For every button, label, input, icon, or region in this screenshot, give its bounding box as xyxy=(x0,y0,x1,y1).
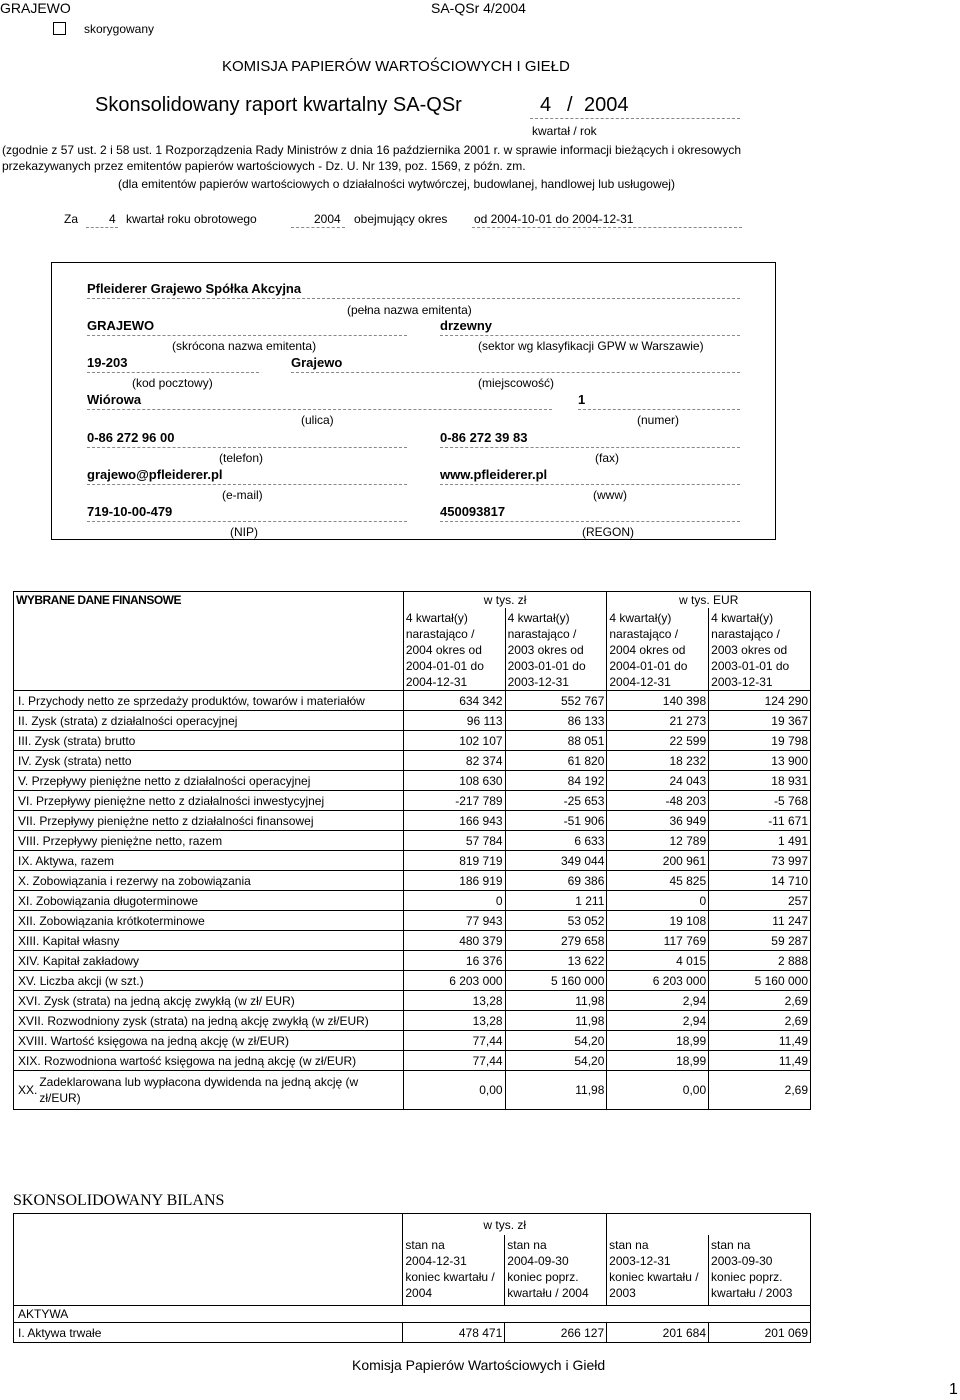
financial-row-value: 140 398 xyxy=(607,691,709,711)
financial-row-value: 61 820 xyxy=(505,751,607,771)
financial-row-value: 19 798 xyxy=(709,731,811,751)
financial-row-value: 552 767 xyxy=(505,691,607,711)
period-range: od 2004-10-01 do 2004-12-31 xyxy=(474,212,634,226)
financial-row-value: 819 719 xyxy=(403,851,505,871)
financial-title: WYBRANE DANE FINANSOWE xyxy=(16,593,181,607)
emitent-phone: 0-86 272 96 00 xyxy=(87,430,407,448)
financial-row-value: 18 232 xyxy=(607,751,709,771)
financial-row xyxy=(14,811,811,831)
financial-col-header: 4 kwartał(y) narastająco / 2003 okres od 2003-01-01 do 2003-12-31 xyxy=(709,608,811,691)
financial-row xyxy=(14,911,811,931)
financial-row-value: -5 768 xyxy=(709,791,811,811)
financial-row-value: 86 133 xyxy=(505,711,607,731)
financial-row-value: 57 784 xyxy=(403,831,505,851)
emitent-full-name-caption: (pełna nazwa emitenta) xyxy=(347,303,472,317)
financial-title-cell xyxy=(14,592,404,609)
period-za: Za xyxy=(64,212,79,226)
corrected-checkbox[interactable] xyxy=(53,22,66,35)
financial-row-value: 13 622 xyxy=(505,951,607,971)
financial-row-value: 257 xyxy=(709,891,811,911)
financial-row-value: 77,44 xyxy=(403,1031,505,1051)
financial-row-value: 73 997 xyxy=(709,851,811,871)
emitent-street-caption: (ulica) xyxy=(301,413,334,427)
bilans-row-value: 266 127 xyxy=(505,1323,607,1343)
bilans-header-blank xyxy=(14,1235,403,1306)
financial-row-value: 11 247 xyxy=(709,911,811,931)
financial-row-value: 349 044 xyxy=(505,851,607,871)
financial-row-value: 634 342 xyxy=(403,691,505,711)
dividend-label xyxy=(18,1074,358,1106)
financial-row xyxy=(14,771,811,791)
financial-row-value: 22 599 xyxy=(607,731,709,751)
bilans-units-blank xyxy=(14,1214,403,1236)
komisja-title: KOMISJA PAPIERÓW WARTOŚCIOWYCH I GIEŁD xyxy=(222,58,570,75)
financial-row-label: I. Przychody netto ze sprzedaży produktów, towarów i materiałów xyxy=(14,691,404,711)
page-number: 1 xyxy=(949,1381,958,1398)
financial-row-value: 12 789 xyxy=(607,831,709,851)
financial-row-value: 69 386 xyxy=(505,871,607,891)
period-text-2: obejmujący okres xyxy=(354,212,448,226)
financial-row-value: 5 160 000 xyxy=(505,971,607,991)
financial-row xyxy=(14,971,811,991)
financial-row-label: II. Zysk (strata) z działalności operacyjnej xyxy=(14,711,404,731)
financial-row-label: XIII. Kapitał własny xyxy=(14,931,404,951)
financial-row-value: -51 906 xyxy=(505,811,607,831)
emitent-email: grajewo@pfleiderer.pl xyxy=(87,467,407,485)
financial-row-value: 18,99 xyxy=(607,1051,709,1071)
emitent-street: Wiórowa xyxy=(87,392,552,410)
financial-row-value: 4 015 xyxy=(607,951,709,971)
financial-row-value: 2 888 xyxy=(709,951,811,971)
financial-units-row xyxy=(14,592,811,609)
period-quarter: 4 xyxy=(109,212,116,226)
financial-rows xyxy=(14,691,811,1071)
financial-row xyxy=(14,751,811,771)
corrected-label: skorygowany xyxy=(84,22,155,36)
financial-table xyxy=(13,591,811,1110)
financial-row xyxy=(14,791,811,811)
financial-row-value: 19 367 xyxy=(709,711,811,731)
period-text-1: kwartał roku obrotowego xyxy=(126,212,257,226)
financial-row-value: 82 374 xyxy=(403,751,505,771)
financial-col-header: 4 kwartał(y) narastająco / 2003 okres od 2003-01-01 do 2003-12-31 xyxy=(505,608,607,691)
bilans-row xyxy=(14,1323,811,1343)
financial-row-value: 6 203 000 xyxy=(607,971,709,991)
header-center: SA-QSr 4/2004 xyxy=(431,0,526,16)
financial-row-label: IX. Aktywa, razem xyxy=(14,851,404,871)
bilans-col-header: stan na 2004-09-30 koniec poprz. kwartału / 2004 xyxy=(505,1235,607,1306)
period-year: 2004 xyxy=(314,212,341,226)
financial-row-label: VI. Przepływy pieniężne netto z działalności inwestycyjnej xyxy=(14,791,404,811)
dividend-prefix: XX. xyxy=(18,1083,38,1097)
financial-row-value: 6 203 000 xyxy=(403,971,505,991)
quarter-year-field xyxy=(530,94,740,119)
bilans-col-header: stan na 2004-12-31 koniec kwartału / 2004 xyxy=(403,1235,505,1306)
emitent-sector-caption: (sektor wg klasyfikacji GPW w Warszawie) xyxy=(478,339,704,353)
financial-row-value: 2,94 xyxy=(607,991,709,1011)
quarter-year-caption: kwartał / rok xyxy=(532,124,597,138)
financial-row-value: 6 633 xyxy=(505,831,607,851)
financial-row-value: 13,28 xyxy=(403,1011,505,1031)
legal-basis-line-2: przekazywanych przez emitentów papierów wartościowych - Dz. U. Nr 139, poz. 1569, z późn. zm. xyxy=(2,159,526,173)
financial-row-label: XV. Liczba akcji (w szt.) xyxy=(14,971,404,991)
dividend-value: 0,00 xyxy=(403,1071,505,1110)
financial-row-value: 16 376 xyxy=(403,951,505,971)
financial-row-label: XIV. Kapitał zakładowy xyxy=(14,951,404,971)
emitent-city-caption: (miejscowość) xyxy=(478,376,555,390)
bilans-table xyxy=(13,1213,811,1343)
financial-row-value: -217 789 xyxy=(403,791,505,811)
emitent-email-caption: (e-mail) xyxy=(222,488,263,502)
financial-row-value: 1 211 xyxy=(505,891,607,911)
financial-row xyxy=(14,931,811,951)
emitent-nip-caption: (NIP) xyxy=(230,525,258,539)
emitent-regon-caption: (REGON) xyxy=(582,525,634,539)
financial-row-value: 53 052 xyxy=(505,911,607,931)
dividend-value: 0,00 xyxy=(607,1071,709,1110)
bilans-row-value: 201 069 xyxy=(709,1323,811,1343)
dividend-value: 2,69 xyxy=(709,1071,811,1110)
emitent-regon: 450093817 xyxy=(440,504,740,522)
financial-row-label: X. Zobowiązania i rezerwy na zobowiązania xyxy=(14,871,404,891)
dividend-value: 11,98 xyxy=(505,1071,607,1110)
emitent-fax-caption: (fax) xyxy=(595,451,619,465)
financial-row xyxy=(14,951,811,971)
financial-row-value: 54,20 xyxy=(505,1031,607,1051)
financial-row-value: 77,44 xyxy=(403,1051,505,1071)
bilans-units-row xyxy=(14,1214,811,1236)
financial-row-value: 13 900 xyxy=(709,751,811,771)
financial-row-value: -48 203 xyxy=(607,791,709,811)
bilans-col-header: stan na 2003-09-30 koniec poprz. kwartału / 2003 xyxy=(709,1235,811,1306)
emitent-number: 1 xyxy=(578,392,740,410)
dividend-text: Zadeklarowana lub wypłacona dywidenda na jedną akcję (w zł/EUR) xyxy=(39,1075,359,1105)
financial-row-value: 54,20 xyxy=(505,1051,607,1071)
financial-row-value: 166 943 xyxy=(403,811,505,831)
emitent-postal-code-caption: (kod pocztowy) xyxy=(132,376,213,390)
bilans-title: SKONSOLIDOWANY BILANS xyxy=(13,1192,225,1209)
header-left: GRAJEWO xyxy=(0,0,71,16)
financial-row-value: 11,49 xyxy=(709,1051,811,1071)
emitent-www: www.pfleiderer.pl xyxy=(440,467,740,485)
financial-row-value: 84 192 xyxy=(505,771,607,791)
financial-row xyxy=(14,711,811,731)
financial-row xyxy=(14,831,811,851)
financial-row xyxy=(14,1051,811,1071)
financial-row-value: 96 113 xyxy=(403,711,505,731)
emitent-sector: drzewny xyxy=(440,318,740,336)
financial-row-value: 77 943 xyxy=(403,911,505,931)
financial-row-label: XIX. Rozwodniona wartość księgowa na jedną akcję (w zł/EUR) xyxy=(14,1051,404,1071)
page-footer: Komisja Papierów Wartościowych i Giełd xyxy=(352,1357,606,1373)
financial-row-value: 18 931 xyxy=(709,771,811,791)
financial-row xyxy=(14,851,811,871)
financial-header-row xyxy=(14,608,811,691)
financial-row-value: 11,49 xyxy=(709,1031,811,1051)
financial-row xyxy=(14,891,811,911)
financial-row-value: 88 051 xyxy=(505,731,607,751)
emitent-short-name-caption: (skrócona nazwa emitenta) xyxy=(172,339,317,353)
bilans-row-value: 201 684 xyxy=(607,1323,709,1343)
bilans-unit: w tys. zł xyxy=(403,1214,607,1236)
financial-row-value: 117 769 xyxy=(607,931,709,951)
financial-row-value: 11,98 xyxy=(505,991,607,1011)
financial-row xyxy=(14,691,811,711)
emitent-fax: 0-86 272 39 83 xyxy=(440,430,740,448)
report-quarter: 4 xyxy=(540,94,552,116)
financial-row-value: 45 825 xyxy=(607,871,709,891)
financial-row-value: 102 107 xyxy=(403,731,505,751)
financial-row-value: 0 xyxy=(607,891,709,911)
financial-row-label: XVII. Rozwodniony zysk (strata) na jedną akcję zwykłą (w zł/EUR) xyxy=(14,1011,404,1031)
report-year: 2004 xyxy=(584,94,629,116)
emitent-full-name: Pfleiderer Grajewo Spółka Akcyjna xyxy=(87,281,740,299)
financial-row-value: 108 630 xyxy=(403,771,505,791)
financial-row-label: IV. Zysk (strata) netto xyxy=(14,751,404,771)
report-title: Skonsolidowany raport kwartalny SA-QSr xyxy=(95,94,462,116)
financial-row-value: 11,98 xyxy=(505,1011,607,1031)
emitent-postal-code: 19-203 xyxy=(87,355,259,373)
financial-row-value: 480 379 xyxy=(403,931,505,951)
financial-row-value: -11 671 xyxy=(709,811,811,831)
financial-row xyxy=(14,731,811,751)
financial-row-label: III. Zysk (strata) brutto xyxy=(14,731,404,751)
emitent-phone-caption: (telefon) xyxy=(219,451,264,465)
financial-row-value: 14 710 xyxy=(709,871,811,891)
unit-eur: w tys. EUR xyxy=(607,592,811,609)
bilans-header-row xyxy=(14,1235,811,1306)
financial-col-header: 4 kwartał(y) narastająco / 2004 okres od 2004-01-01 do 2004-12-31 xyxy=(607,608,709,691)
emitent-number-caption: (numer) xyxy=(637,413,680,427)
financial-row-dividend xyxy=(14,1071,811,1110)
financial-row-label: XII. Zobowiązania krótkoterminowe xyxy=(14,911,404,931)
financial-row-value: 24 043 xyxy=(607,771,709,791)
bilans-row-label: I. Aktywa trwałe xyxy=(14,1323,403,1343)
financial-row-value: 124 290 xyxy=(709,691,811,711)
bilans-section-row xyxy=(14,1306,811,1323)
financial-row-label: XI. Zobowiązania długoterminowe xyxy=(14,891,404,911)
financial-row-value: 186 919 xyxy=(403,871,505,891)
financial-row-value: 0 xyxy=(403,891,505,911)
financial-row-value: 2,94 xyxy=(607,1011,709,1031)
financial-row-value: 13,28 xyxy=(403,991,505,1011)
financial-row-label: VII. Przepływy pieniężne netto z działalności finansowej xyxy=(14,811,404,831)
financial-row-value: 18,99 xyxy=(607,1031,709,1051)
legal-basis-line-1: (zgodnie z 57 ust. 2 i 58 ust. 1 Rozporządzenia Rady Ministrów z dnia 16 października 2001 r. w sprawie informacji bieżących i okresowych xyxy=(2,143,742,157)
financial-row-value: 19 108 xyxy=(607,911,709,931)
dividend-label-cell xyxy=(14,1071,404,1110)
unit-pln: w tys. zł xyxy=(403,592,607,609)
emitent-short-name: GRAJEWO xyxy=(87,318,407,336)
financial-row-label: XVIII. Wartość księgowa na jedną akcję (w zł/EUR) xyxy=(14,1031,404,1051)
emitent-www-caption: (www) xyxy=(593,488,627,502)
financial-row-value: 279 658 xyxy=(505,931,607,951)
legal-basis-line-3: (dla emitentów papierów wartościowych o działalności wytwórczej, budowlanej, handlowej lub usługowej) xyxy=(118,177,675,191)
financial-row xyxy=(14,1031,811,1051)
financial-row-label: VIII. Przepływy pieniężne netto, razem xyxy=(14,831,404,851)
financial-row xyxy=(14,991,811,1011)
financial-col-header: 4 kwartał(y) narastająco / 2004 okres od 2004-01-01 do 2004-12-31 xyxy=(403,608,505,691)
financial-row xyxy=(14,1011,811,1031)
financial-row-label: V. Przepływy pieniężne netto z działalności operacyjnej xyxy=(14,771,404,791)
financial-header-blank xyxy=(14,608,404,691)
financial-row-value: 21 273 xyxy=(607,711,709,731)
financial-row-value: 5 160 000 xyxy=(709,971,811,991)
financial-row-value: -25 653 xyxy=(505,791,607,811)
financial-row-value: 2,69 xyxy=(709,1011,811,1031)
bilans-col-header: stan na 2003-12-31 koniec kwartału / 2003 xyxy=(607,1235,709,1306)
financial-row-label: XVI. Zysk (strata) na jedną akcję zwykłą (w zł/ EUR) xyxy=(14,991,404,1011)
report-slash: / xyxy=(567,94,573,116)
financial-row-value: 200 961 xyxy=(607,851,709,871)
financial-row-value: 59 287 xyxy=(709,931,811,951)
bilans-row-value: 478 471 xyxy=(403,1323,505,1343)
bilans-section: AKTYWA xyxy=(14,1306,811,1323)
financial-row xyxy=(14,871,811,891)
financial-row-value: 2,69 xyxy=(709,991,811,1011)
bilans-units-blank xyxy=(607,1214,811,1236)
emitent-nip: 719-10-00-479 xyxy=(87,504,407,522)
emitent-city: Grajewo xyxy=(291,355,740,373)
financial-row-value: 36 949 xyxy=(607,811,709,831)
financial-row-value: 1 491 xyxy=(709,831,811,851)
